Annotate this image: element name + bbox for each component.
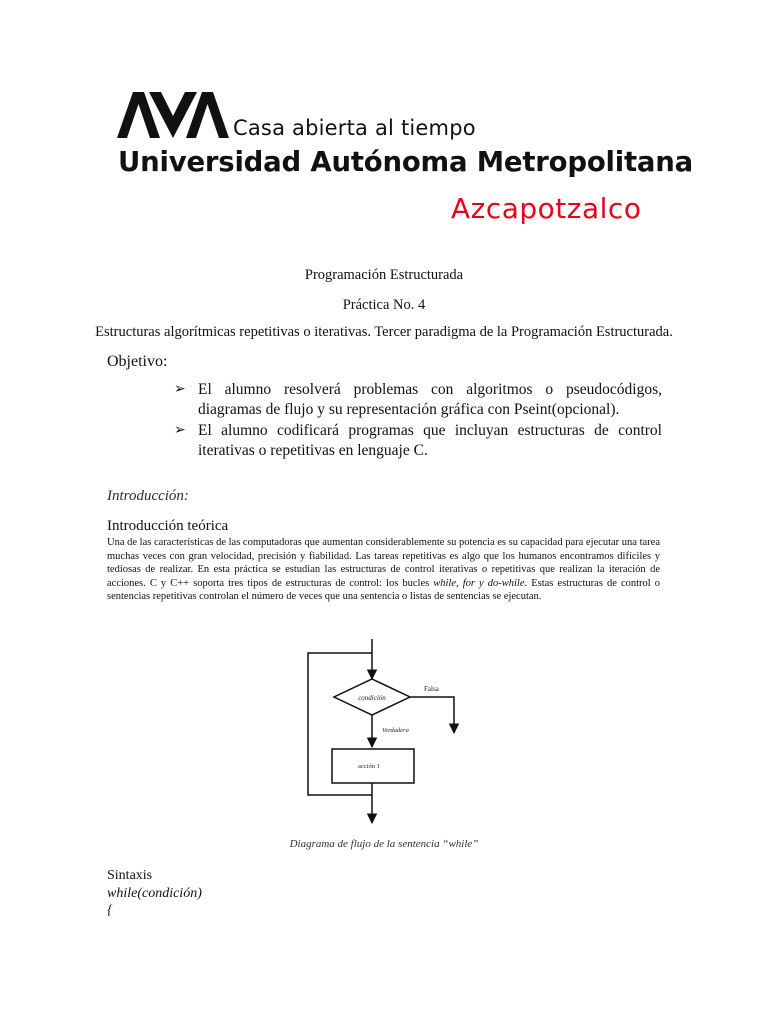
- introduction-paragraph: [107, 536, 660, 604]
- objective-text: El alumno codificará programas que incluyan estructuras de control iterativas o repetitivas en lenguaje C.: [198, 422, 662, 459]
- while-flowchart: [296, 635, 496, 825]
- subject-title: Programación Estructurada: [304, 267, 464, 283]
- condition-label: condición: [358, 694, 386, 702]
- introduction-heading: Introducción:: [107, 488, 189, 504]
- theory-heading: Introducción teórica: [107, 518, 229, 534]
- campus-name: Azcapotzalco: [451, 192, 642, 225]
- logo-tagline: Casa abierta al tiempo: [233, 116, 476, 140]
- objective-item: [174, 380, 662, 420]
- true-label: Verdadera: [382, 727, 409, 734]
- arrowhead-bullet-icon: ➢: [174, 423, 186, 438]
- diagram-caption: Diagrama de flujo de la sentencia “while”: [289, 838, 479, 850]
- syntax-brace-line: {: [107, 903, 113, 918]
- syntax-while-line: while(condición): [107, 886, 202, 901]
- practice-topic: Estructuras algorítmicas repetitivas o iterativas. Tercer paradigma de la Programación Estructurada.: [95, 324, 673, 340]
- objective-text: El alumno resolverá problemas con algoritmos o pseudocódigos, diagramas de flujo y su representación gráfica con Pseint(opcional).: [198, 381, 662, 418]
- paragraph-text: Una de las características de las computadoras que aumentan considerablemente su potencia es su capacidad para ejecutar una tarea muchas veces con gran velocidad, precisión y fiabilidad. Las tareas repetitivas es algo que los humanos encontramos difíciles y tediosas de realizar. En esta práctica se estudian las estructuras de control iterativas o repetitivas que realizan la iteración de acciones. C y C++ soporta tres tipos de estructuras de control: los bucles: [107, 537, 660, 589]
- action-label: acción 1: [358, 763, 380, 770]
- practice-number: Práctica No. 4: [342, 297, 426, 313]
- loop-names: while, for y do-while: [433, 577, 525, 589]
- false-label: Falsa: [424, 685, 439, 693]
- university-name: Universidad Autónoma Metropolitana: [118, 146, 694, 178]
- uam-logo-icon: [117, 92, 229, 138]
- arrowhead-bullet-icon: ➢: [174, 382, 186, 397]
- objective-heading: Objetivo:: [107, 353, 168, 370]
- syntax-heading: Sintaxis: [107, 868, 153, 883]
- false-arrow: [410, 697, 454, 733]
- objective-item: [174, 421, 662, 461]
- paragraph-text: . Estas estructuras de control o sentencias repetitivas controlan el número de veces que una sentencia o listas de sentencias se ejecutan.: [107, 577, 660, 603]
